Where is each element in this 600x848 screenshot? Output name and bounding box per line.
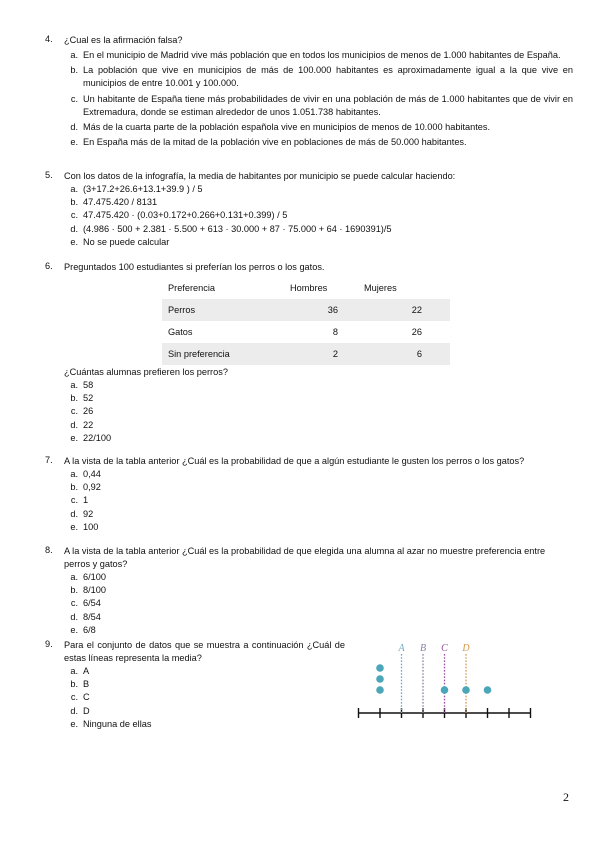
question-6-sub — [45, 366, 573, 445]
option[interactable]: c. C — [70, 692, 90, 703]
option[interactable]: d. D — [70, 705, 90, 716]
line-label-d: D — [462, 643, 470, 654]
option[interactable]: e. 22/100 — [70, 432, 112, 443]
question-7 — [45, 455, 573, 534]
options-list — [45, 571, 573, 637]
option[interactable]: d. 92 — [70, 508, 94, 519]
option[interactable]: a. 6/100 — [70, 572, 106, 582]
question-9 — [45, 639, 345, 731]
data-point — [462, 686, 470, 694]
question-6 — [45, 261, 573, 274]
table-cell: 36 — [270, 299, 354, 321]
question-number: 4. — [45, 34, 53, 44]
question-text: A la vista de la tabla anterior ¿Cuál es la probabilidad de que elegida una alumna al azar no muestre preferencia entre perros y gatos? — [64, 546, 546, 569]
option[interactable]: a. (3+17.2+26.6+13.1+39.9 ) / 5 — [70, 184, 203, 194]
line-label-c: C — [441, 643, 448, 654]
data-point — [484, 686, 492, 694]
data-point — [376, 664, 384, 672]
question-4 — [45, 34, 573, 149]
option[interactable]: d. Más de la cuarta parte de la población española vive en municipios de menos de 10.000 habitantes. — [70, 122, 491, 133]
table-row — [162, 321, 450, 343]
options-list — [45, 49, 573, 149]
data-point — [376, 686, 384, 694]
table-cell: 22 — [354, 299, 450, 321]
table-cell: 8 — [332, 327, 338, 337]
option[interactable]: e. En España más de la mitad de la población vive en poblaciones de más de 50.000 habitantes. — [70, 137, 467, 148]
options-list — [45, 665, 345, 731]
option[interactable]: d. 8/54 — [70, 611, 101, 622]
option[interactable]: b. B — [70, 679, 90, 690]
option[interactable]: b. 52 — [70, 393, 94, 404]
options-list — [45, 379, 573, 445]
page-number: 2 — [563, 790, 569, 804]
option[interactable]: b. 47.475.420 / 8131 — [70, 197, 158, 208]
question-number: 9. — [45, 639, 53, 649]
table-cell: 26 — [411, 327, 422, 337]
table-header: Mujeres — [354, 277, 450, 299]
question-text: Para el conjunto de datos que se muestra a continuación ¿Cuál de estas líneas representa la media? — [64, 640, 345, 663]
option[interactable]: b. La población que vive en municipios de más de 100.000 habitantes es aproximadamente igual a la que vive en municipios de entre 10.001 y 100.000. — [70, 65, 573, 89]
option[interactable]: a. En el municipio de Madrid vive más población que en todos los municipios de menos de 1.000 habitantes de España. — [70, 50, 561, 60]
option[interactable]: d. (4.986 · 500 + 2.381 · 5.500 + 613 · 30.000 + 87 · 75.000 + 64 · 1690391)/5 — [70, 223, 392, 234]
option[interactable]: c. 26 — [70, 406, 94, 417]
question-subtext: ¿Cuántas alumnas prefieren los perros? — [64, 367, 228, 377]
question-number: 5. — [45, 170, 53, 180]
option[interactable]: c. Un habitante de España tiene más probabilidades de vivir en una población de más de 1.000 habitantes que de vivir en Extremadura, donde se estiman alrededor de unos 1.051.738 habitantes. — [70, 93, 573, 117]
table-cell: Gatos — [168, 327, 193, 337]
line-label-a: A — [398, 643, 405, 654]
options-list — [45, 468, 573, 534]
option[interactable]: c. 1 — [70, 495, 89, 506]
table-row — [162, 343, 450, 365]
dot-plot — [350, 640, 550, 725]
table-cell: 6 — [354, 343, 450, 365]
option[interactable]: a. 0,44 — [70, 469, 101, 479]
data-point — [441, 686, 449, 694]
table-cell: Perros — [162, 299, 270, 321]
question-5 — [45, 170, 573, 249]
table-cell: Sin preferencia — [162, 343, 270, 365]
question-text: A la vista de la tabla anterior ¿Cuál es la probabilidad de que a algún estudiante le gusten los perros o los gatos? — [64, 456, 525, 466]
table-row — [162, 299, 450, 321]
option[interactable]: e. Ninguna de ellas — [70, 718, 152, 729]
table-header: Hombres — [270, 277, 354, 299]
table-header: Preferencia — [162, 277, 270, 299]
question-text: Preguntados 100 estudiantes si preferían los perros o los gatos. — [64, 262, 325, 272]
option[interactable]: a. A — [70, 666, 90, 676]
line-label-b: B — [419, 643, 427, 654]
option[interactable]: e. 100 — [70, 521, 99, 532]
option[interactable]: b. 8/100 — [70, 585, 106, 596]
options-list — [45, 183, 573, 249]
question-number: 6. — [45, 261, 53, 271]
question-text: ¿Cual es la afirmación falsa? — [64, 35, 183, 45]
option[interactable]: e. No se puede calcular — [70, 236, 170, 247]
option[interactable]: c. 47.475.420 · (0.03+0.172+0.266+0.131+0.399) / 5 — [70, 210, 288, 221]
option[interactable]: e. 6/8 — [70, 624, 96, 635]
option[interactable]: d. 22 — [70, 419, 94, 430]
table-header-row — [162, 277, 450, 299]
table-cell: 2 — [270, 343, 354, 365]
option[interactable]: b. 0,92 — [70, 482, 101, 493]
question-number: 7. — [45, 455, 53, 465]
question-text: Con los datos de la infografía, la media de habitantes por municipio se puede calcular haciendo: — [64, 171, 456, 181]
option[interactable]: c. 6/54 — [70, 598, 101, 609]
option[interactable]: a. 58 — [70, 380, 94, 390]
question-8 — [45, 545, 573, 637]
data-point — [376, 675, 384, 683]
preference-table — [162, 277, 450, 365]
question-number: 8. — [45, 545, 53, 555]
